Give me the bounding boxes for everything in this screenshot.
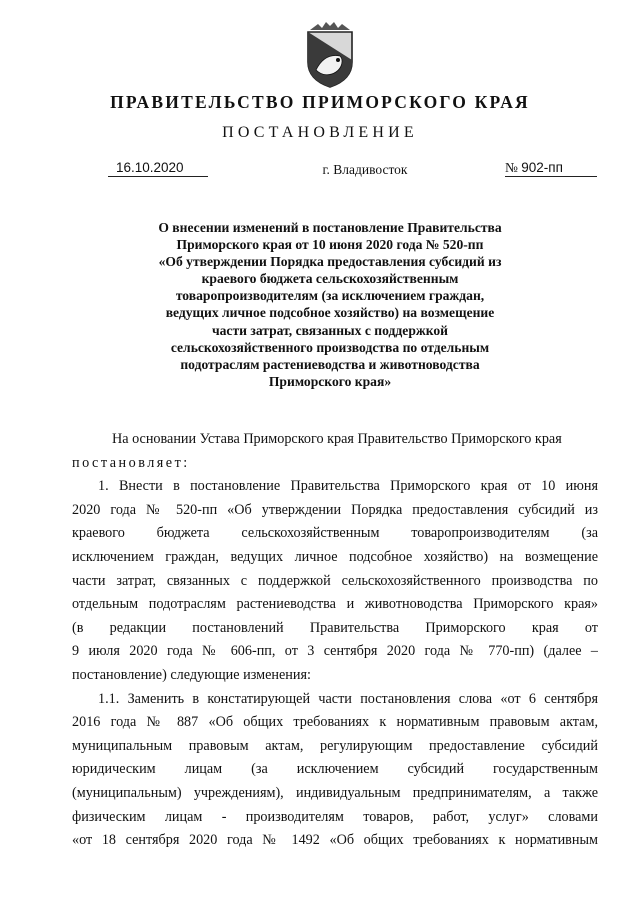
subject-line: части затрат, связанных с поддержкой bbox=[211, 322, 449, 338]
number-value: 902-пп bbox=[521, 160, 563, 175]
paragraph-1-line: постановление) следующие изменения: bbox=[72, 666, 311, 683]
paragraph-1-line: 1. Внести в постановление Правительства Приморского края от 10 июня bbox=[98, 478, 598, 495]
subject-line: Приморского края» bbox=[268, 373, 392, 389]
paragraph-2-line: «от 18 сентября 2020 года № 1492 «Об общих требованиях к нормативным bbox=[72, 832, 598, 849]
subject-line: «Об утверждении Порядка предоставления субсидий из bbox=[158, 254, 502, 270]
paragraph-2-line: муниципальным правовым актам, регулирующим предоставление субсидий bbox=[72, 737, 598, 754]
number-prefix: № bbox=[505, 160, 518, 175]
paragraph-1-line: отдельным подотраслям растениеводства и животноводства Приморского края» bbox=[72, 596, 598, 613]
document-subject bbox=[140, 219, 520, 390]
coat-of-arms-icon bbox=[300, 20, 360, 88]
document-number bbox=[505, 159, 597, 177]
subject-line: сельскохозяйственного производства по отдельным bbox=[170, 339, 490, 355]
government-name: ПРАВИТЕЛЬСТВО ПРИМОРСКОГО КРАЯ bbox=[110, 92, 530, 112]
paragraph-1-line: 9 июля 2020 года № 606-пп, от 3 сентября 2020 года № 770-пп) (далее – bbox=[72, 643, 598, 660]
subject-line: ведущих личное подсобное хозяйство) на возмещение bbox=[165, 305, 495, 321]
subject-line: товаропроизводителям (за исключением граждан, bbox=[175, 288, 485, 304]
paragraph-2-line: 2016 года № 887 «Об общих требованиях к нормативным правовым актам, bbox=[72, 714, 598, 731]
preamble-verb: постановляет: bbox=[72, 454, 190, 471]
subject-line: Приморского края от 10 июня 2020 года № 520-пп bbox=[176, 237, 484, 253]
paragraph-1-line: исключением граждан, ведущих личное подсобное хозяйство) на возмещение bbox=[72, 548, 598, 565]
document-type: ПОСТАНОВЛЕНИЕ bbox=[222, 124, 418, 141]
paragraph-1-line: краевого бюджета сельскохозяйственным товаропроизводителям (за bbox=[72, 525, 598, 542]
paragraph-2-line: (муниципальным) учреждениям), индивидуальным предпринимателям, а также bbox=[72, 784, 598, 801]
paragraph-2-line: 1.1. Заменить в констатирующей части постановления слова «от 6 сентября bbox=[98, 690, 598, 707]
subject-line: О внесении изменений в постановление Правительства bbox=[158, 220, 502, 235]
paragraph-1-line: (в редакции постановлений Правительства Приморского края от bbox=[72, 619, 598, 636]
document-body bbox=[72, 428, 598, 853]
paragraph-1-line: части затрат, связанных с поддержкой сельскохозяйственного производства по bbox=[72, 572, 598, 589]
subject-line: краевого бюджета сельскохозяйственным bbox=[201, 271, 459, 287]
paragraph-2-line: физическим лицам - производителям товаров, работ, услуг» словами bbox=[72, 808, 598, 825]
paragraph-2-line: юридическим лицам (за исключением субсидий государственным bbox=[72, 761, 598, 778]
paragraph-1-line: 2020 года № 520-пп «Об утверждении Порядка предоставления субсидий из bbox=[72, 501, 598, 518]
document-city: г. Владивосток bbox=[322, 162, 408, 177]
subject-line: подотраслям растениеводства и животноводства bbox=[180, 356, 480, 372]
preamble-line: На основании Устава Приморского края Правительство Приморского края bbox=[112, 431, 562, 447]
document-date: 16.10.2020 bbox=[108, 159, 208, 177]
